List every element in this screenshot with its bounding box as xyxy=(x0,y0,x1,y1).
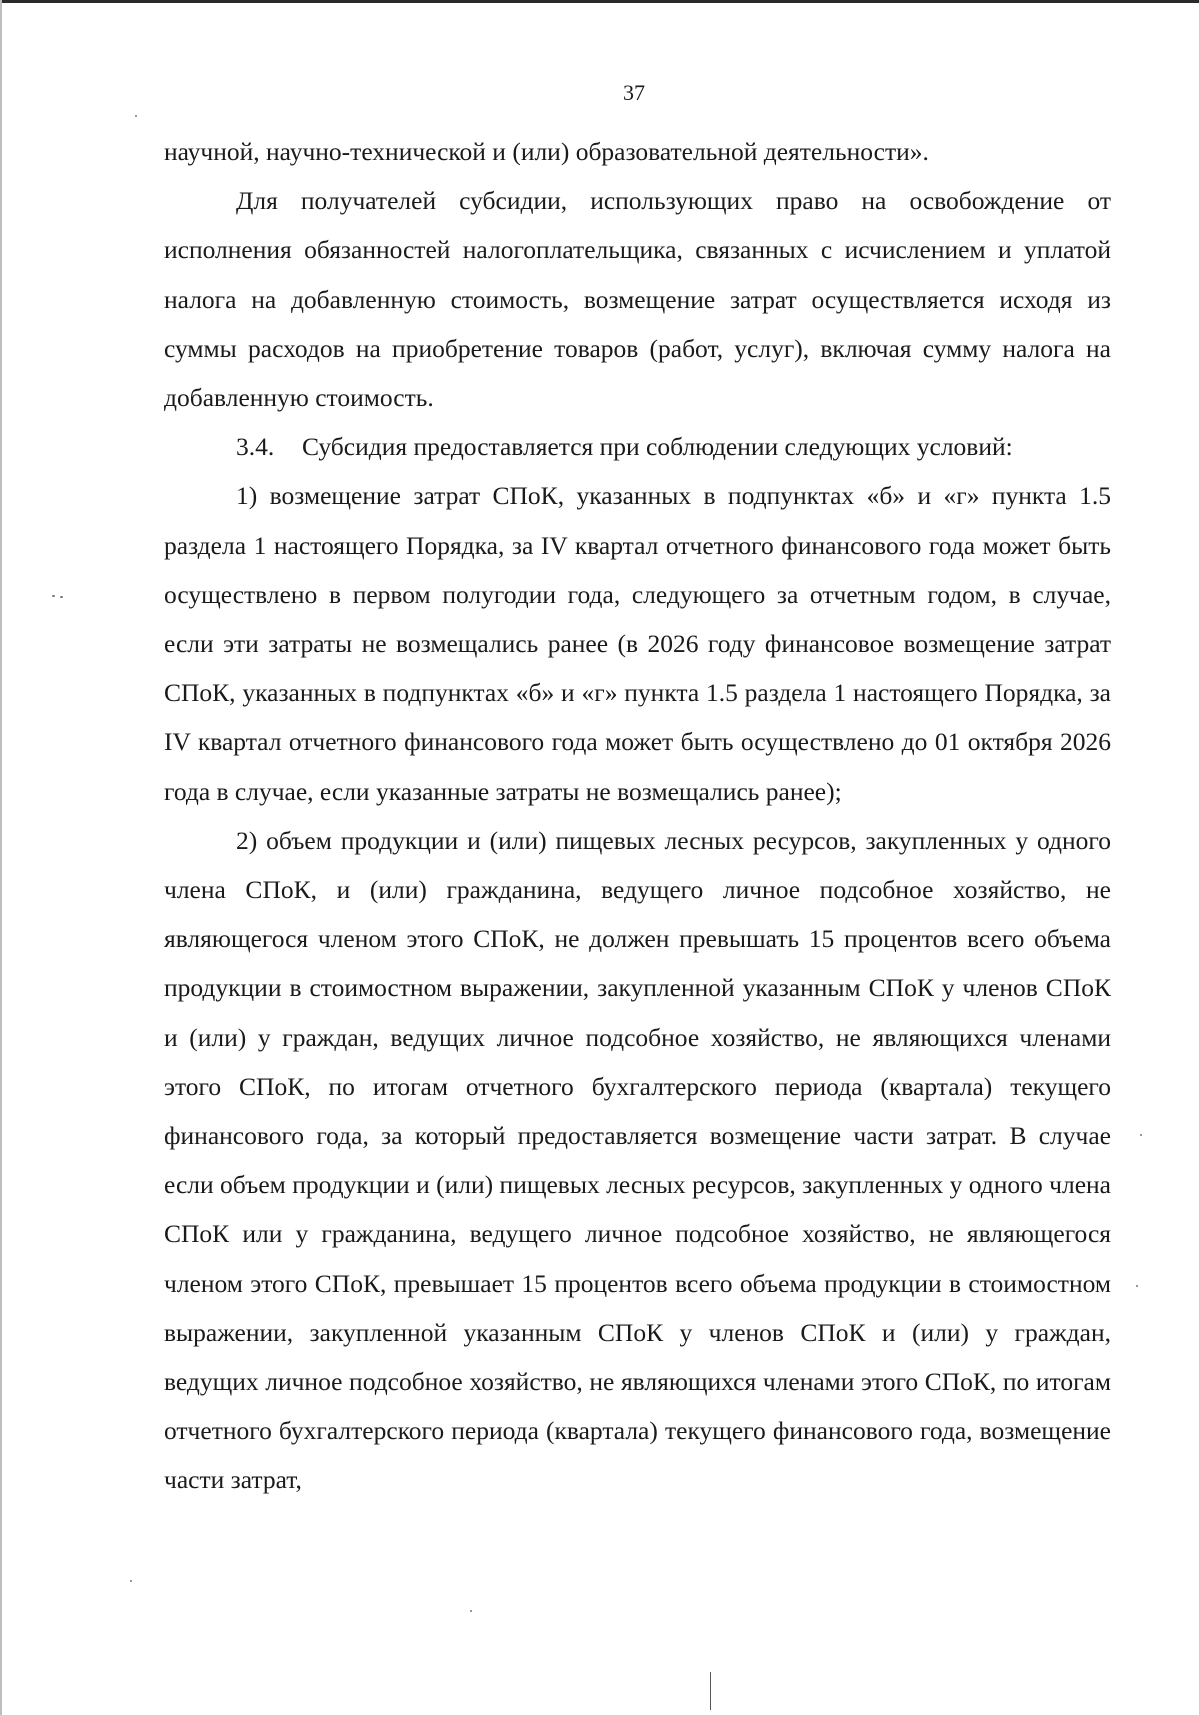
scan-mark xyxy=(710,1672,711,1710)
scan-speck xyxy=(135,115,137,117)
paragraph-vat-exemption: Для получателей субсидии, использующих право на освобождение от исполнения обязанностей налогоплательщика, связанных с исчислением и уплатой налога на добавленную стоимость, возмещение затрат осуществляется исходя из суммы расходов на приобретение товаров (работ, услуг), включая сумму налога на добавленную стоимость. xyxy=(164,186,1111,413)
scan-speck xyxy=(130,1580,132,1582)
paragraph-continuation: научной, научно-технической и (или) образовательной деятельности». xyxy=(164,137,929,166)
scan-border-top xyxy=(0,0,1200,3)
scan-speck xyxy=(52,595,55,597)
scan-speck xyxy=(1140,1134,1142,1136)
document-body xyxy=(164,127,1111,1505)
scan-speck xyxy=(1136,1285,1138,1287)
section-3-4-heading xyxy=(164,422,1111,471)
page-number: 37 xyxy=(623,80,645,105)
condition-1: 1) возмещение затрат СПоК, указанных в подпунктах «б» и «г» пункта 1.5 раздела 1 настоящего Порядка, за IV квартал отчетного финансового года может быть осуществлено в первом полугодии года, следующего за отчетным годом, в случае, если эти затраты не возмещались ранее (в 2026 году финансовое возмещение затрат СПоК, указанных в подпунктах «б» и «г» пункта 1.5 раздела 1 настоящего Порядка, за IV квартал отчетного финансового года может быть осуществлено до 01 октября 2026 года в случае, если указанные затраты не возмещались ранее); xyxy=(164,481,1111,806)
scan-border-left xyxy=(0,0,2,1715)
scan-speck xyxy=(470,1610,472,1612)
condition-2: 2) объем продукции и (или) пищевых лесных ресурсов, закупленных у одного члена СПоК, и (или) гражданина, ведущего личное подсобное хозяйство, не являющегося членом этого СПоК, не должен превышать 15 процентов всего объема продукции в стоимостном выражении, закупленной указанным СПоК у членов СПоК и (или) у граждан, ведущих личное подсобное хозяйство, не являющихся членами этого СПоК, по итогам отчетного бухгалтерского периода (квартала) текущего финансового года, за который предоставляется возмещение части затрат. В случае если объем продукции и (или) пищевых лесных ресурсов, закупленных у одного члена СПоК или у гражданина, ведущего личное подсобное хозяйство, не являющегося членом этого СПоК, превышает 15 процентов всего объема продукции в стоимостном выражении, закупленной указанным СПоК у членов СПоК и (или) у граждан, ведущих личное подсобное хозяйство, не являющихся членами этого СПоК, по итогам отчетного бухгалтерского периода (квартала) текущего финансового года, возмещение части затрат, xyxy=(164,825,1111,1495)
section-title: Субсидия предоставляется при соблюдении следующих условий: xyxy=(302,432,1013,462)
scan-speck xyxy=(60,596,63,598)
section-number: 3.4. xyxy=(236,432,275,462)
